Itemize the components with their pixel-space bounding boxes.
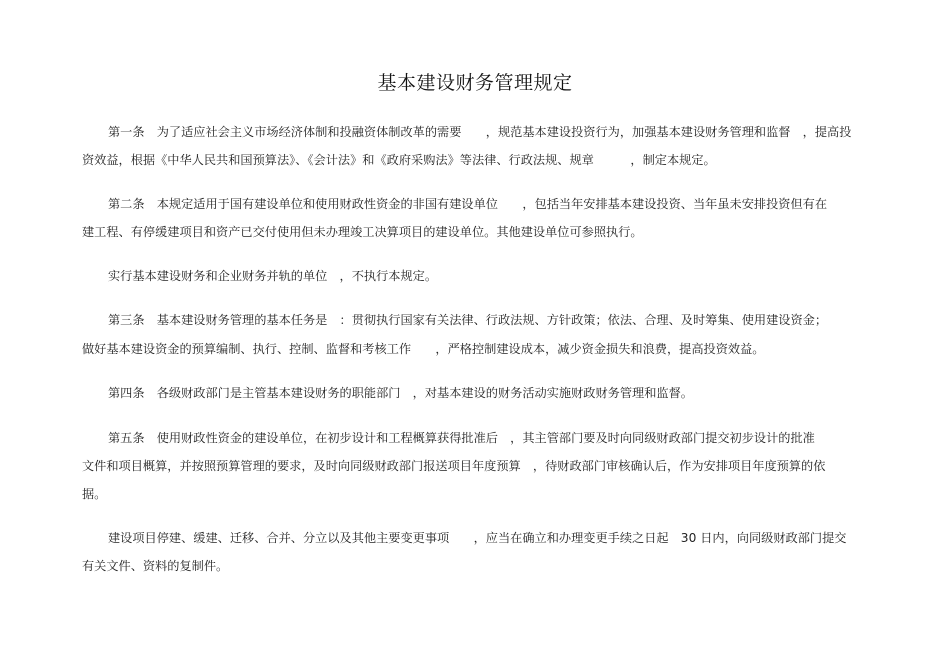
article-5-line-3: 据。 [82,487,107,501]
article-3-line-2: 做好基本建设资金的预算编制、执行、控制、监督和考核工作 ，严格控制建设成本，减少资金损失和浪费，提高投资效益。 [82,342,765,356]
article-2-line-1: 第二条 本规定适用于国有建设单位和使用财政性资金的非国有建设单位 ，包括当年安排基本建设投资、当年虽未安排投资但有在 [108,197,828,211]
article-2-line-2: 建工程、有停缓建项目和资产已交付使用但未办理竣工决算项目的建设单位。其他建设单位可参照执行。 [82,225,643,239]
article-3-line-1: 第三条 基本建设财务管理的基本任务是 ：贯彻执行国家有关法律、行政法规、方针政策；依法、合理、及时筹集、使用建设资金； [108,313,828,327]
article-5-note-line-1: 建设项目停建、缓建、迁移、合并、分立以及其他主要变更事项 ，应当在确立和办理变更手续之日起 30 日内，向同级财政部门提交 [108,531,847,545]
article-5-line-1: 第五条 使用财政性资金的建设单位，在初步设计和工程概算获得批准后 ，其主管部门要及时向同级财政部门提交初步设计的批准 [108,431,815,445]
article-1-line-2: 资效益，根据《中华人民共和国预算法》、《会计法》和《政府采购法》等法律、行政法规、规章 ，制定本规定。 [82,153,716,167]
article-2-note: 实行基本建设财务和企业财务并轨的单位 ，不执行本规定。 [108,269,438,283]
document-title: 基本建设财务管理规定 [377,72,573,94]
article-4-line-1: 第四条 各级财政部门是主管基本建设财务的职能部门 ，对基本建设的财务活动实施财政财务管理和监督。 [108,386,693,400]
article-1-line-1: 第一条 为了适应社会主义市场经济体制和投融资体制改革的需要 ，规范基本建设投资行为，加强基本建设财务管理和监督 ，提高投 [108,125,852,139]
article-5-note-line-2: 有关文件、资料的复制件。 [82,559,229,573]
article-5-line-2: 文件和项目概算，并按照预算管理的要求，及时向同级财政部门报送项目年度预算 ，待财政部门审核确认后，作为安排项目年度预算的依 [82,459,826,473]
